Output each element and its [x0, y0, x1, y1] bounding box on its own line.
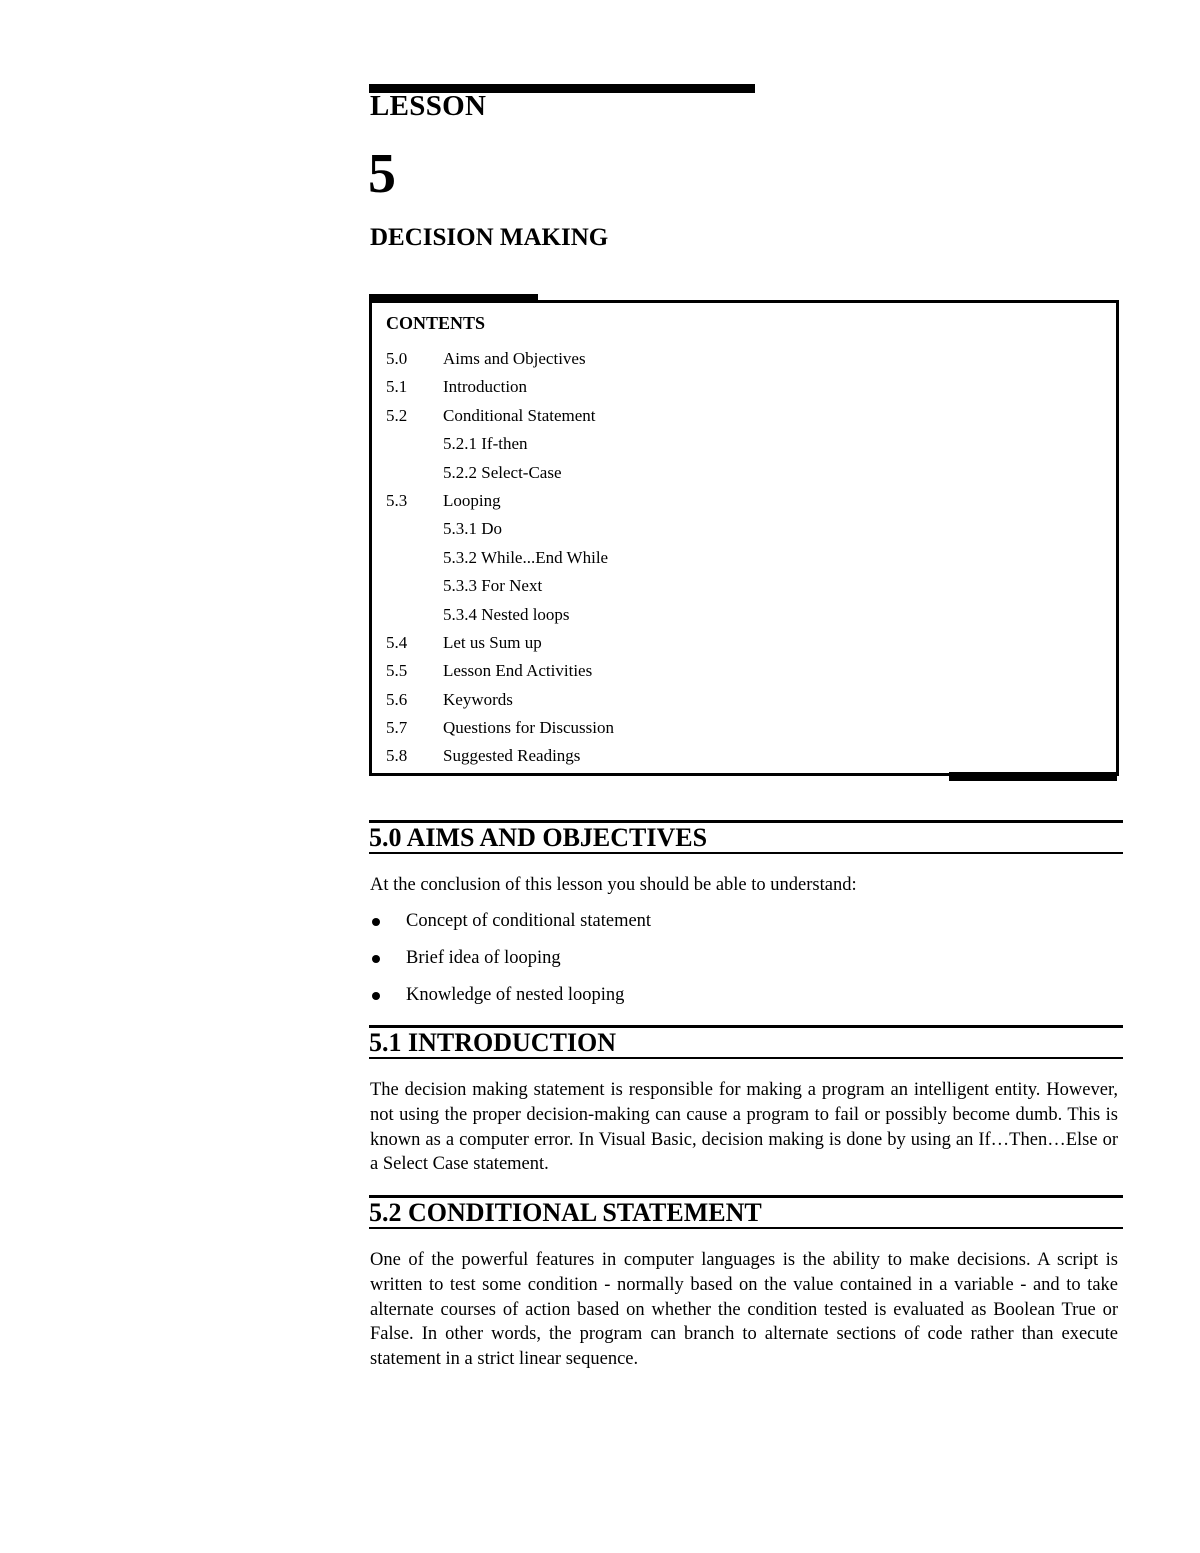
bullet-item — [370, 946, 651, 983]
toc-number: 5.7 — [386, 718, 408, 738]
toc-text: 5.3.1 Do — [443, 519, 503, 539]
lesson-title: DECISION MAKING — [370, 224, 609, 251]
contents-heading: CONTENTS — [386, 313, 486, 333]
toc-number: 5.3 — [386, 490, 408, 510]
toc-item — [386, 373, 614, 401]
contents-box — [369, 300, 1119, 776]
toc-text: Questions for Discussion — [443, 718, 614, 738]
toc-item — [386, 657, 614, 685]
toc-text: Looping — [443, 490, 501, 510]
section-heading-introduction — [369, 1025, 1123, 1059]
toc-text: 5.2.1 If-then — [443, 434, 528, 454]
section-heading-text: 5.2 CONDITIONAL STATEMENT — [369, 1198, 762, 1227]
toc-item — [386, 345, 614, 373]
lesson-number: 5 — [368, 143, 396, 205]
toc-item — [386, 686, 614, 714]
bullet-text: Brief idea of looping — [406, 948, 561, 968]
section-heading-text: 5.0 AIMS AND OBJECTIVES — [369, 823, 708, 852]
contents-list — [386, 345, 614, 771]
toc-item — [386, 742, 614, 770]
section-heading-conditional — [369, 1195, 1123, 1229]
toc-number: 5.4 — [386, 632, 408, 652]
toc-subitem — [386, 459, 614, 487]
contents-foot-rule — [949, 772, 1117, 781]
toc-subitem — [386, 601, 614, 629]
toc-item — [386, 487, 614, 515]
toc-item — [386, 714, 614, 742]
toc-item — [386, 629, 614, 657]
toc-text: 5.3.3 For Next — [443, 576, 543, 596]
toc-text: 5.3.4 Nested loops — [443, 604, 570, 624]
aims-intro: At the conclusion of this lesson you should be able to understand: — [370, 875, 857, 895]
bullet-item — [370, 909, 651, 946]
toc-text: Suggested Readings — [443, 746, 581, 766]
section-heading-text: 5.1 INTRODUCTION — [369, 1028, 617, 1057]
toc-text: Keywords — [443, 689, 513, 709]
toc-text: Aims and Objectives — [443, 349, 586, 368]
section-heading-aims — [369, 820, 1123, 854]
toc-number: 5.8 — [386, 746, 408, 766]
toc-number: 5.5 — [386, 661, 408, 681]
aims-bullet-list — [370, 909, 651, 1020]
bullet-icon — [372, 918, 380, 926]
toc-text: 5.3.2 While...End While — [443, 547, 609, 567]
toc-number: 5.0 — [386, 349, 408, 368]
toc-text: Let us Sum up — [443, 632, 542, 652]
toc-subitem — [386, 515, 614, 543]
toc-text: Lesson End Activities — [443, 661, 593, 681]
introduction-paragraph: The decision making statement is responsible for making a program an intelligent entity. However, not using the proper decision-making can cause a program to fail or possibly become dumb. This is known as a computer error. In Visual Basic, decision making is done by using an If…Then…Else or a Select Case statement. — [370, 1080, 1118, 1175]
bullet-item — [370, 983, 651, 1020]
toc-number: 5.2 — [386, 405, 408, 425]
lesson-label: LESSON — [370, 90, 487, 122]
toc-text: Conditional Statement — [443, 405, 596, 425]
conditional-paragraph: One of the powerful features in computer languages is the ability to make decisions. A script is written to test some condition - normally based on the value contained in a variable - and to take alternate courses of action based on whether the condition tested is evaluated as Boolean True or False. In other words, the program can branch to alternate sections of code rather than execute statement in a strict linear sequence. — [370, 1250, 1118, 1370]
bullet-text: Knowledge of nested looping — [406, 985, 625, 1005]
toc-text: Introduction — [443, 377, 528, 397]
bullet-icon — [372, 992, 380, 1000]
bullet-icon — [372, 955, 380, 963]
toc-subitem — [386, 430, 614, 458]
toc-number: 5.6 — [386, 689, 408, 709]
toc-text: 5.2.2 Select-Case — [443, 462, 562, 482]
toc-number: 5.1 — [386, 377, 408, 397]
toc-item — [386, 402, 614, 430]
toc-subitem — [386, 544, 614, 572]
toc-subitem — [386, 572, 614, 600]
bullet-text: Concept of conditional statement — [406, 911, 652, 931]
